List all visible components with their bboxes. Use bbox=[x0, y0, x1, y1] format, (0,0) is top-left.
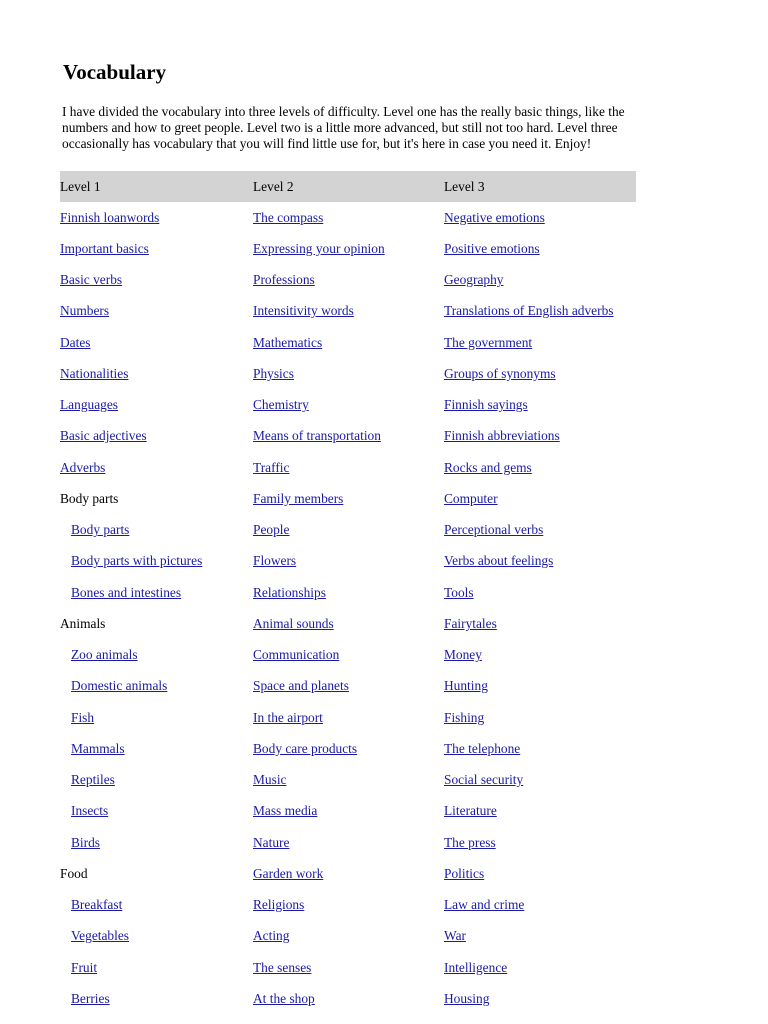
table-row bbox=[60, 358, 636, 389]
topic-link[interactable]: Bones and intestines bbox=[71, 584, 182, 600]
topic-link[interactable]: Religions bbox=[253, 897, 305, 913]
table-cell-level-3 bbox=[444, 296, 636, 327]
table-cell-level-2 bbox=[253, 921, 444, 952]
table-cell-level-3 bbox=[444, 733, 636, 764]
table-cell-level-1 bbox=[60, 390, 253, 421]
topic-link[interactable]: Professions bbox=[253, 272, 315, 288]
topic-link[interactable]: Social security bbox=[444, 772, 524, 788]
table-cell-level-3 bbox=[444, 702, 636, 733]
topic-link[interactable]: Tools bbox=[444, 584, 474, 600]
topic-link[interactable]: Important basics bbox=[60, 240, 149, 256]
table-row bbox=[60, 421, 636, 452]
table-cell-level-2 bbox=[253, 796, 444, 827]
table-cell-level-1 bbox=[60, 796, 253, 827]
table-row bbox=[60, 233, 636, 264]
table-cell-level-1 bbox=[60, 890, 253, 921]
topic-link[interactable]: Animal sounds bbox=[253, 615, 334, 631]
topic-link[interactable]: Nature bbox=[253, 834, 290, 850]
table-cell-level-2 bbox=[253, 608, 444, 639]
topic-link[interactable]: Family members bbox=[253, 490, 344, 506]
topic-link[interactable]: In the airport bbox=[253, 709, 323, 725]
topic-link[interactable]: Dates bbox=[60, 334, 91, 350]
topic-link[interactable]: Positive emotions bbox=[444, 240, 540, 256]
topic-link[interactable]: Reptiles bbox=[71, 772, 115, 788]
table-cell-level-2 bbox=[253, 858, 444, 889]
topic-link[interactable]: Computer bbox=[444, 490, 498, 506]
table-row bbox=[60, 296, 636, 327]
table-cell-level-3 bbox=[444, 358, 636, 389]
topic-link[interactable]: At the shop bbox=[253, 990, 315, 1006]
table-cell-level-2 bbox=[253, 733, 444, 764]
topic-link[interactable]: Relationships bbox=[253, 584, 326, 600]
table-cell-level-2 bbox=[253, 421, 444, 452]
table-cell-level-2 bbox=[253, 390, 444, 421]
table-row bbox=[60, 671, 636, 702]
table-cell-level-3 bbox=[444, 327, 636, 358]
table-cell-level-3 bbox=[444, 921, 636, 952]
table-cell-level-2 bbox=[253, 546, 444, 577]
intro-paragraph: I have divided the vocabulary into three levels of difficulty. Level one has the really basic things, like the numbers and how to greet people. Level two is a little more advanced, but still not too hard. Level three occasionally has vocabulary that you will find little use for, but it's here in case you need it. Enjoy! bbox=[62, 104, 625, 151]
table-cell-level-2 bbox=[253, 452, 444, 483]
topic-link[interactable]: Languages bbox=[60, 397, 119, 413]
table-cell-level-2 bbox=[253, 358, 444, 389]
table-row bbox=[60, 327, 636, 358]
topic-link[interactable]: Vegetables bbox=[71, 928, 130, 944]
table-row bbox=[60, 952, 636, 983]
topic-link[interactable]: Perceptional verbs bbox=[444, 522, 544, 538]
table-cell-level-1 bbox=[60, 202, 253, 233]
topic-link[interactable]: People bbox=[253, 522, 290, 538]
table-cell-level-3 bbox=[444, 640, 636, 671]
topic-link[interactable]: Birds bbox=[71, 834, 101, 850]
topic-link[interactable]: War bbox=[444, 928, 466, 944]
table-cell-level-3 bbox=[444, 796, 636, 827]
category-label: Animals bbox=[60, 615, 106, 631]
topic-link[interactable]: Groups of synonyms bbox=[444, 365, 556, 381]
table-cell-level-1 bbox=[60, 546, 253, 577]
topic-link[interactable]: Money bbox=[444, 647, 482, 663]
table-cell-level-3 bbox=[444, 483, 636, 514]
table-row bbox=[60, 702, 636, 733]
table-cell-level-2 bbox=[253, 296, 444, 327]
topic-link[interactable]: Finnish loanwords bbox=[60, 209, 160, 225]
topic-link[interactable]: Politics bbox=[444, 865, 485, 881]
table-cell-level-1 bbox=[60, 296, 253, 327]
table-cell-level-2 bbox=[253, 233, 444, 264]
table-row bbox=[60, 452, 636, 483]
table-cell-level-1 bbox=[60, 858, 253, 889]
topic-link[interactable]: The press bbox=[444, 834, 496, 850]
topic-link[interactable]: Insects bbox=[71, 803, 109, 819]
topic-link[interactable]: Body parts with pictures bbox=[71, 553, 203, 569]
column-header-level-2: Level 2 bbox=[253, 171, 444, 202]
table-cell-level-2 bbox=[253, 483, 444, 514]
topic-link[interactable]: Basic adjectives bbox=[60, 428, 147, 444]
table-cell-level-1 bbox=[60, 608, 253, 639]
table-row bbox=[60, 515, 636, 546]
topic-link[interactable]: Law and crime bbox=[444, 897, 525, 913]
table-cell-level-2 bbox=[253, 327, 444, 358]
topic-link[interactable]: Negative emotions bbox=[444, 209, 545, 225]
topic-link[interactable]: Numbers bbox=[60, 303, 110, 319]
topic-link[interactable]: Breakfast bbox=[71, 897, 123, 913]
table-row bbox=[60, 765, 636, 796]
table-cell-level-1 bbox=[60, 733, 253, 764]
topic-link[interactable]: Music bbox=[253, 772, 287, 788]
topic-link[interactable]: Housing bbox=[444, 990, 490, 1006]
table-cell-level-3 bbox=[444, 202, 636, 233]
topic-link[interactable]: Flowers bbox=[253, 553, 297, 569]
table-cell-level-3 bbox=[444, 608, 636, 639]
topic-link[interactable]: Space and planets bbox=[253, 678, 349, 694]
table-row bbox=[60, 858, 636, 889]
topic-link[interactable]: Fish bbox=[71, 709, 95, 725]
topic-link[interactable]: The telephone bbox=[444, 740, 521, 756]
topic-link[interactable]: Fishing bbox=[444, 709, 485, 725]
topic-link[interactable]: Body care products bbox=[253, 740, 358, 756]
table-cell-level-1 bbox=[60, 515, 253, 546]
table-cell-level-2 bbox=[253, 577, 444, 608]
table-cell-level-2 bbox=[253, 202, 444, 233]
topic-link[interactable]: Fruit bbox=[71, 959, 98, 975]
topic-link[interactable]: Intelligence bbox=[444, 959, 508, 975]
table-row bbox=[60, 640, 636, 671]
table-cell-level-1 bbox=[60, 983, 253, 1014]
table-row bbox=[60, 921, 636, 952]
table-cell-level-3 bbox=[444, 515, 636, 546]
topic-link[interactable]: Finnish abbreviations bbox=[444, 428, 560, 444]
topic-link[interactable]: Finnish sayings bbox=[444, 397, 528, 413]
table-body bbox=[60, 202, 636, 1015]
topic-link[interactable]: Adverbs bbox=[60, 459, 106, 475]
topic-link[interactable]: Mathematics bbox=[253, 334, 323, 350]
table-row bbox=[60, 983, 636, 1014]
topic-link[interactable]: Mammals bbox=[71, 740, 125, 756]
table-cell-level-3 bbox=[444, 827, 636, 858]
topic-link[interactable]: Literature bbox=[444, 803, 497, 819]
table-cell-level-1 bbox=[60, 265, 253, 296]
topic-link[interactable]: Means of transportation bbox=[253, 428, 381, 444]
topic-link[interactable]: Verbs about feelings bbox=[444, 553, 554, 569]
table-cell-level-1 bbox=[60, 952, 253, 983]
table-cell-level-3 bbox=[444, 265, 636, 296]
column-header-level-1: Level 1 bbox=[60, 171, 253, 202]
table-cell-level-2 bbox=[253, 702, 444, 733]
table-row bbox=[60, 827, 636, 858]
topic-link[interactable]: Fairytales bbox=[444, 615, 497, 631]
topic-link[interactable]: Hunting bbox=[444, 678, 488, 694]
table-cell-level-1 bbox=[60, 827, 253, 858]
table-row bbox=[60, 390, 636, 421]
table-row bbox=[60, 608, 636, 639]
table-cell-level-1 bbox=[60, 577, 253, 608]
vocabulary-table bbox=[60, 171, 636, 1015]
topic-link[interactable]: Communication bbox=[253, 647, 340, 663]
table-cell-level-1 bbox=[60, 358, 253, 389]
table-cell-level-3 bbox=[444, 952, 636, 983]
topic-link[interactable]: Acting bbox=[253, 928, 290, 944]
table-cell-level-3 bbox=[444, 421, 636, 452]
table-cell-level-3 bbox=[444, 452, 636, 483]
table-row bbox=[60, 733, 636, 764]
table-cell-level-1 bbox=[60, 640, 253, 671]
table-cell-level-2 bbox=[253, 515, 444, 546]
table-header-row bbox=[60, 171, 636, 202]
topic-link[interactable]: The senses bbox=[253, 959, 312, 975]
topic-link[interactable]: Traffic bbox=[253, 459, 290, 475]
table-cell-level-3 bbox=[444, 671, 636, 702]
topic-link[interactable]: Basic verbs bbox=[60, 272, 123, 288]
table-cell-level-3 bbox=[444, 390, 636, 421]
table-cell-level-1 bbox=[60, 921, 253, 952]
table-cell-level-2 bbox=[253, 640, 444, 671]
topic-link[interactable]: Translations of English adverbs bbox=[444, 303, 614, 319]
table-cell-level-2 bbox=[253, 765, 444, 796]
table-row bbox=[60, 483, 636, 514]
topic-link[interactable]: Zoo animals bbox=[71, 647, 138, 663]
table-cell-level-1 bbox=[60, 483, 253, 514]
topic-link[interactable]: Geography bbox=[444, 272, 504, 288]
table-cell-level-2 bbox=[253, 983, 444, 1014]
table-cell-level-1 bbox=[60, 233, 253, 264]
table-row bbox=[60, 546, 636, 577]
table-cell-level-3 bbox=[444, 577, 636, 608]
table-cell-level-1 bbox=[60, 671, 253, 702]
table-row bbox=[60, 890, 636, 921]
table-row bbox=[60, 265, 636, 296]
topic-link[interactable]: Berries bbox=[71, 990, 110, 1006]
table-cell-level-2 bbox=[253, 952, 444, 983]
topic-link[interactable]: Mass media bbox=[253, 803, 318, 819]
table-cell-level-1 bbox=[60, 452, 253, 483]
topic-link[interactable]: Rocks and gems bbox=[444, 459, 532, 475]
category-label: Food bbox=[60, 865, 88, 881]
table-cell-level-3 bbox=[444, 233, 636, 264]
table-cell-level-2 bbox=[253, 827, 444, 858]
topic-link[interactable]: Domestic animals bbox=[71, 678, 168, 694]
table-row bbox=[60, 202, 636, 233]
topic-link[interactable]: Expressing your opinion bbox=[253, 240, 385, 256]
table-cell-level-1 bbox=[60, 421, 253, 452]
table-cell-level-2 bbox=[253, 890, 444, 921]
topic-link[interactable]: Body parts bbox=[71, 522, 130, 538]
topic-link[interactable]: Intensitivity words bbox=[253, 303, 354, 319]
table-cell-level-3 bbox=[444, 858, 636, 889]
table-row bbox=[60, 577, 636, 608]
topic-link[interactable]: The compass bbox=[253, 209, 324, 225]
table-cell-level-2 bbox=[253, 265, 444, 296]
table-cell-level-3 bbox=[444, 546, 636, 577]
table-row bbox=[60, 796, 636, 827]
table-cell-level-3 bbox=[444, 983, 636, 1014]
table-cell-level-1 bbox=[60, 327, 253, 358]
category-label: Body parts bbox=[60, 490, 119, 506]
topic-link[interactable]: Nationalities bbox=[60, 365, 129, 381]
table-cell-level-3 bbox=[444, 890, 636, 921]
topic-link[interactable]: Physics bbox=[253, 365, 294, 381]
topic-link[interactable]: The government bbox=[444, 334, 533, 350]
table-cell-level-3 bbox=[444, 765, 636, 796]
topic-link[interactable]: Garden work bbox=[253, 865, 324, 881]
column-header-level-3: Level 3 bbox=[444, 171, 636, 202]
table-cell-level-1 bbox=[60, 765, 253, 796]
table-cell-level-1 bbox=[60, 702, 253, 733]
table-cell-level-2 bbox=[253, 671, 444, 702]
page-title: Vocabulary bbox=[63, 60, 167, 84]
topic-link[interactable]: Chemistry bbox=[253, 397, 309, 413]
